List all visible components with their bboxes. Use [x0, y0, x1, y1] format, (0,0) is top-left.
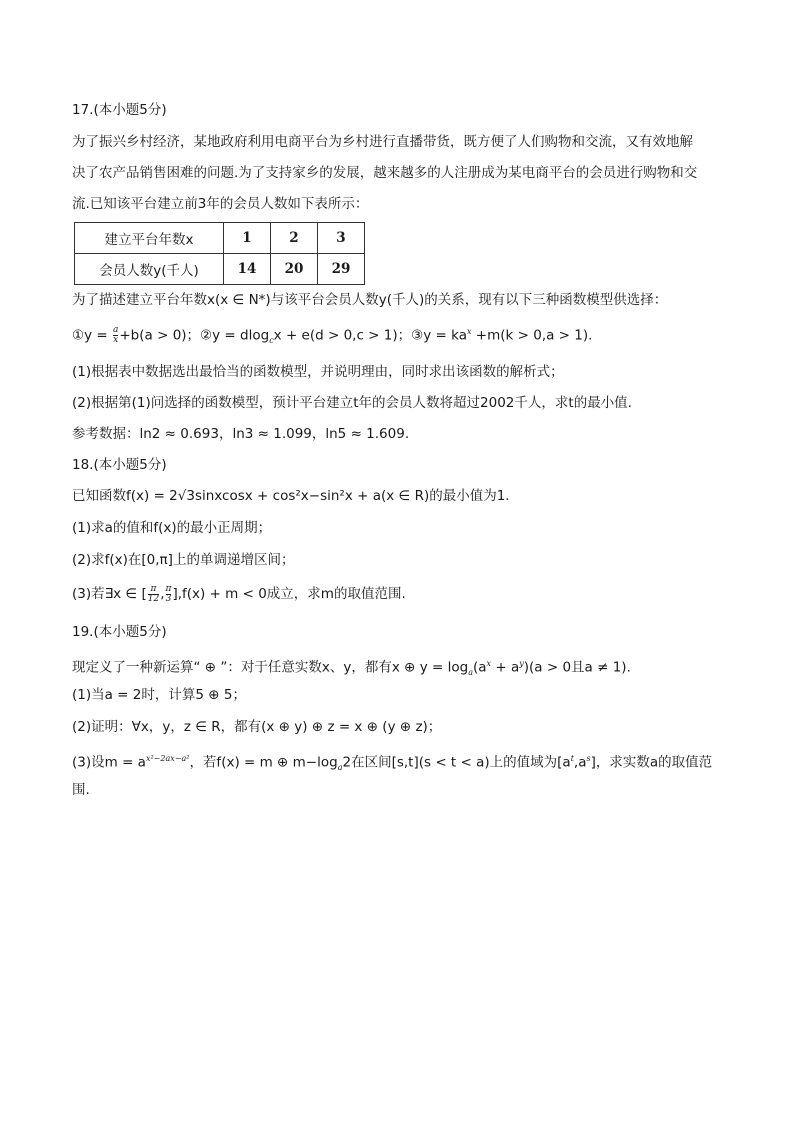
superscript: y: [519, 659, 524, 668]
q17-paragraph-line-3: 流.已知该平台建立前3年的会员人数如下表所示：: [72, 196, 369, 212]
table-cell: 2: [271, 223, 318, 254]
q18-statement: 已知函数f(x) = 2√3sinxcosx + cos²x−sin²x + a(x ∈ R)的最小值为1.: [72, 488, 510, 504]
q19-part-3-text: ]，求实数a的取值范: [590, 754, 713, 771]
q18-part-3-text: ],f(x) + m < 0成立，求m的取值范围.: [172, 586, 406, 602]
fraction-numerator: π: [148, 585, 159, 595]
q17-reference-data: 参考数据：ln2 ≈ 0.693，ln3 ≈ 1.099，ln5 ≈ 1.609.: [72, 426, 410, 442]
q19-header: 19.(本小题5分): [72, 624, 167, 640]
q17-part-1: (1)根据表中数据选出最恰当的函数模型，并说明理由，同时求出该函数的解析式；: [72, 364, 564, 380]
table-row: [75, 223, 365, 254]
q19-definition-text: + a: [491, 659, 520, 676]
fraction-numerator: a: [113, 325, 119, 335]
q18-part-1: (1)求a的值和f(x)的最小正周期；: [72, 520, 272, 536]
fraction: [113, 326, 118, 345]
fraction: [148, 585, 159, 604]
table-cell: 20: [271, 254, 318, 285]
q18-part-2: (2)求f(x)在[0,π]上的单调递增区间；: [72, 552, 295, 568]
superscript: x²−2ax−a²: [145, 754, 190, 763]
q17-model-options: [72, 322, 592, 351]
q18-part-3: [72, 584, 406, 604]
fraction-denominator: 3: [165, 593, 172, 604]
q19-part-3-text: 2在区间[s,t](s < t < a)上的值域为[a: [342, 754, 571, 771]
q19-definition-text: )(a > 0且a ≠ 1).: [523, 659, 631, 676]
q19-part-3: [72, 749, 712, 778]
fraction: [166, 585, 172, 604]
superscript: s: [586, 754, 591, 763]
model-text: ①y =: [72, 327, 112, 344]
subscript: c: [269, 336, 274, 346]
table-cell: 29: [318, 254, 365, 285]
table-cell: 1: [224, 223, 271, 254]
table-header-members: 会员人数y(千人): [75, 254, 224, 285]
fraction-denominator: 12: [147, 593, 160, 604]
superscript: x: [466, 327, 472, 336]
q19-definition: [72, 654, 631, 683]
subscript: a: [337, 763, 343, 773]
table-cell: 14: [224, 254, 271, 285]
q17-paragraph-line-2: 决了农产品销售困难的问题.为了支持家乡的发展，越来越多的人注册成为某电商平台的会员进行购物和交: [72, 165, 698, 181]
model-text: +b(a > 0)；②y = dlog: [119, 327, 270, 344]
model-text: x + e(d > 0,c > 1)；③y = ka: [273, 327, 467, 344]
q19-part-1: (1)当a = 2时，计算5 ⊕ 5；: [72, 687, 246, 703]
q19-part-3-continued: 围.: [72, 782, 90, 798]
table-cell: 3: [318, 223, 365, 254]
q19-part-3-text: (3)设m = a: [72, 754, 146, 771]
q17-data-table: [74, 222, 365, 285]
table-header-years: 建立平台年数x: [75, 223, 224, 254]
q17-paragraph-line-1: 为了振兴乡村经济，某地政府利用电商平台为乡村进行直播带货，既方便了人们购物和交流，又有效地解: [72, 134, 693, 150]
table-row: [75, 254, 365, 285]
superscript: x: [486, 659, 492, 668]
model-text: +m(k > 0,a > 1).: [471, 327, 593, 344]
fraction-numerator: π: [165, 583, 172, 594]
q18-header: 18.(本小题5分): [72, 457, 167, 473]
fraction-denominator: x: [113, 335, 119, 345]
superscript: t: [570, 754, 574, 763]
q17-header: 17.(本小题5分): [72, 102, 167, 118]
q19-part-3-text: ，若f(x) = m ⊕ m−log: [189, 754, 338, 771]
q19-part-2: (2)证明：∀x，y，z ∈ R，都有(x ⊕ y) ⊕ z = x ⊕ (y ⊕ z)；: [72, 719, 442, 735]
q19-definition-text: (a: [473, 659, 487, 676]
subscript: a: [468, 668, 473, 678]
q18-part-3-text: (3)若∃x ∈ [: [72, 586, 147, 602]
q19-definition-text: 现定义了一种新运算“ ⊕ ”：对于任意实数x、y，都有x ⊕ y = log: [72, 659, 469, 676]
q19-part-3-text: ,a: [573, 754, 587, 771]
q17-part-2: (2)根据第(1)问选择的函数模型，预计平台建立t年的会员人数将超过2002千人，求t的最小值.: [72, 395, 632, 411]
q18-part-3-text: ,: [160, 586, 165, 602]
q17-model-intro: 为了描述建立平台年数x(x ∈ N*)与该平台会员人数y(千人)的关系，现有以下三种函数模型供选择：: [72, 292, 668, 308]
